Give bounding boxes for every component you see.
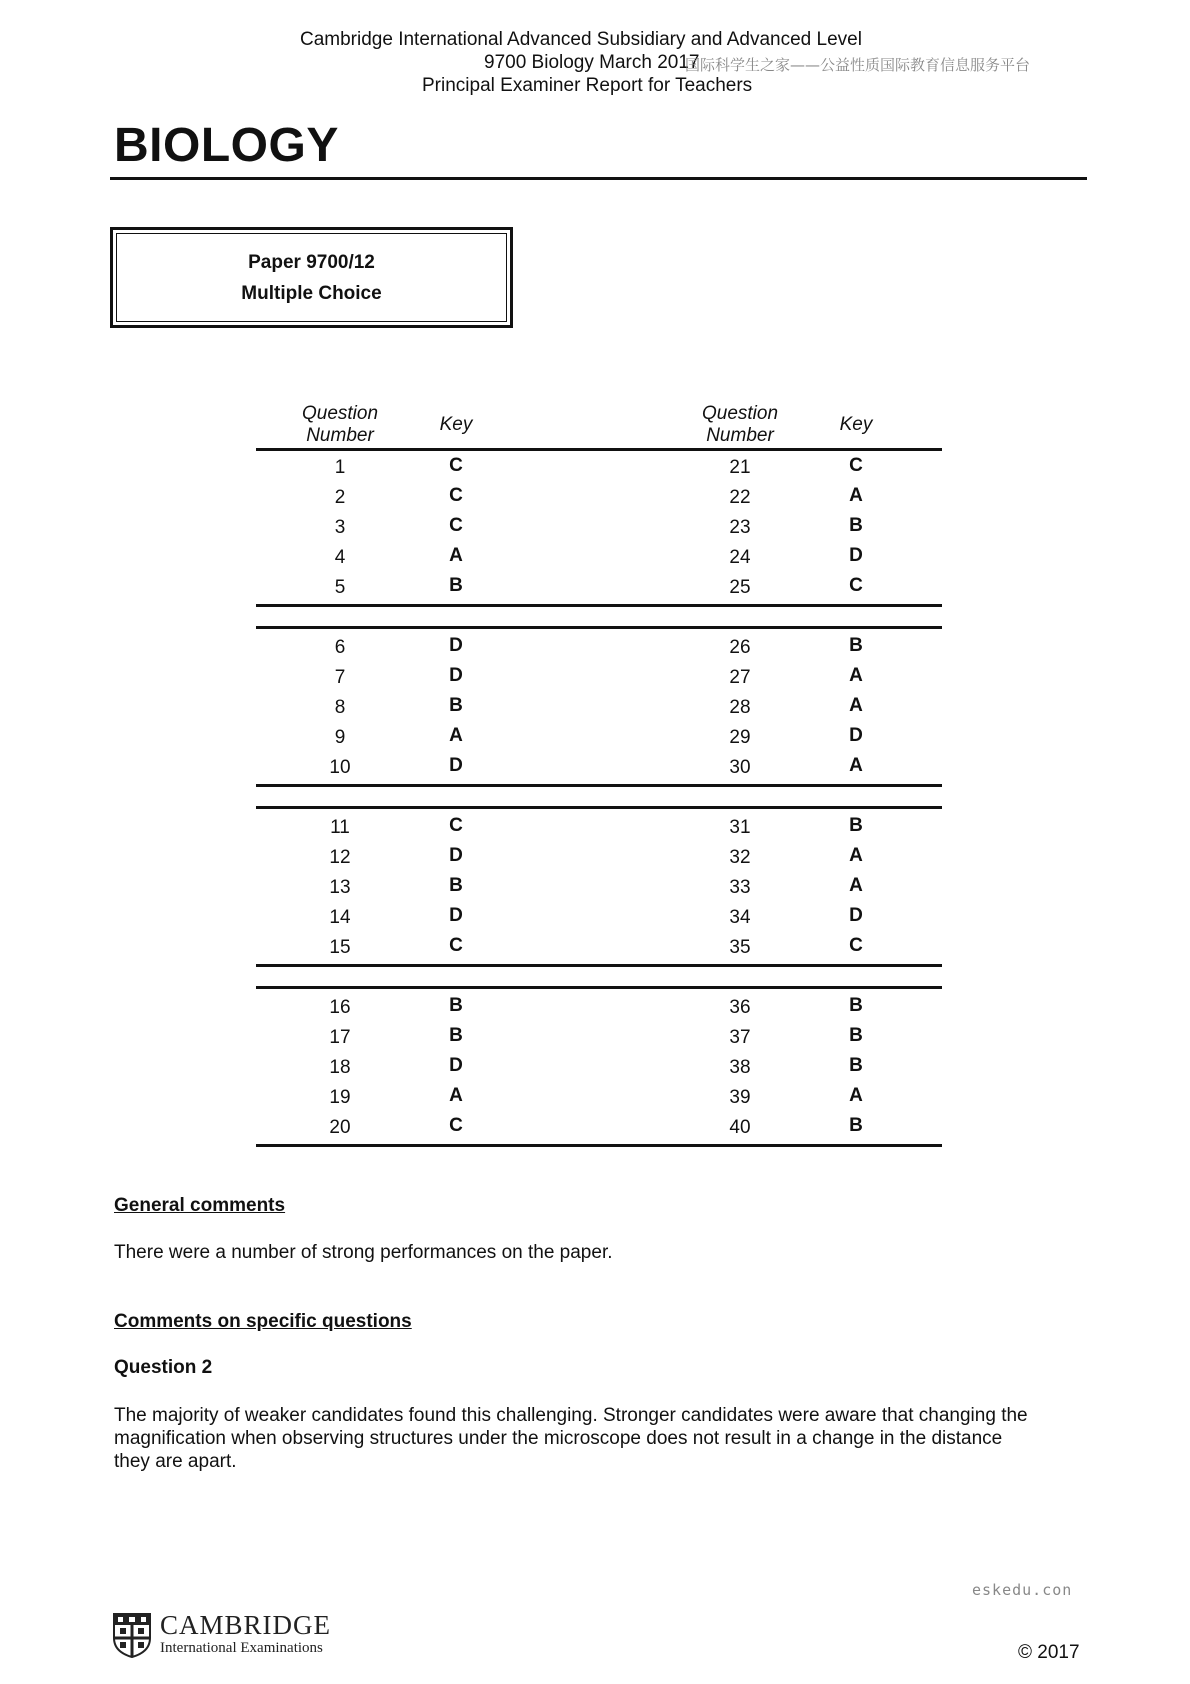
group-bottom-rule (256, 1144, 942, 1147)
question-number: 19 (329, 1087, 351, 1108)
answer-key: C (449, 815, 463, 836)
question-number: 3 (334, 517, 346, 538)
answer-key: C (449, 935, 463, 956)
question-number: 14 (329, 907, 351, 928)
question-number: 4 (334, 547, 346, 568)
header-rule (256, 448, 942, 451)
question-number: 16 (329, 997, 351, 1018)
question-number: 33 (729, 877, 751, 898)
answer-key: B (849, 1115, 863, 1136)
site-watermark: eskedu.con (972, 1581, 1073, 1599)
question-number: 40 (729, 1117, 751, 1138)
answer-key: B (849, 1055, 863, 1076)
cambridge-logo (112, 1612, 362, 1662)
answer-key: C (849, 935, 863, 956)
header-syllabus: 9700 Biology March 2017 (484, 52, 700, 73)
question-number: 15 (329, 937, 351, 958)
answer-key: A (449, 1085, 463, 1106)
title-rule (110, 177, 1087, 180)
question-number: 25 (729, 577, 751, 598)
answer-key: B (449, 575, 463, 596)
answer-key: D (449, 905, 463, 926)
paper-type: Multiple Choice (241, 283, 382, 304)
answer-key: D (849, 545, 863, 566)
answer-key: C (449, 1115, 463, 1136)
question-number: 5 (334, 577, 346, 598)
question-number: 35 (729, 937, 751, 958)
question-2-line: magnification when observing structures under the microscope does not result in a change in the distance (114, 1428, 1003, 1449)
question-number: 13 (329, 877, 351, 898)
question-number: 27 (729, 667, 751, 688)
answer-key: A (849, 845, 863, 866)
paper-info-box (110, 227, 513, 328)
answer-key: C (449, 485, 463, 506)
question-number: 39 (729, 1087, 751, 1108)
answer-key: C (449, 515, 463, 536)
header-report-type: Principal Examiner Report for Teachers (422, 75, 753, 96)
question-2-text (114, 1404, 1094, 1473)
question-number: 17 (329, 1027, 351, 1048)
group-top-rule (256, 986, 942, 989)
answer-key: B (849, 635, 863, 656)
answer-key: D (449, 845, 463, 866)
answer-key: D (849, 725, 863, 746)
question-number: 37 (729, 1027, 751, 1048)
answer-key: A (449, 545, 463, 566)
question-number: 11 (330, 817, 350, 838)
answer-key: A (849, 665, 863, 686)
question-number: 23 (729, 517, 751, 538)
chinese-watermark: 国际科学生之家——公益性质国际教育信息服务平台 (685, 56, 1031, 74)
answer-key: A (849, 485, 863, 506)
question-number: 22 (729, 487, 751, 508)
group-top-rule (256, 626, 942, 629)
question-number: 12 (329, 847, 351, 868)
question-number: 10 (329, 757, 351, 778)
answer-key: A (449, 725, 463, 746)
column-header-question-number (670, 403, 810, 447)
answer-key: C (449, 455, 463, 476)
question-number: 8 (334, 697, 346, 718)
subject-title: BIOLOGY (114, 119, 339, 172)
answer-key: B (849, 995, 863, 1016)
paper-info-inner-border (116, 233, 507, 322)
column-header-key: Key (839, 414, 873, 435)
header-line: Number (706, 425, 774, 446)
answer-key: A (849, 755, 863, 776)
question-number: 36 (729, 997, 751, 1018)
answer-key: B (449, 995, 463, 1016)
answer-key: D (849, 905, 863, 926)
group-bottom-rule (256, 964, 942, 967)
paper-number: Paper 9700/12 (248, 252, 375, 273)
copyright: © 2017 (1018, 1642, 1080, 1663)
answer-key: D (449, 755, 463, 776)
header-qualification: Cambridge International Advanced Subsidiary and Advanced Level (300, 29, 862, 50)
question-number: 6 (334, 637, 346, 658)
question-number: 32 (729, 847, 751, 868)
question-number: 20 (329, 1117, 351, 1138)
group-bottom-rule (256, 784, 942, 787)
question-number: 38 (729, 1057, 751, 1078)
general-comments-heading: General comments (114, 1195, 286, 1216)
answer-key: C (849, 575, 863, 596)
logo-subtitle: International Examinations (160, 1640, 323, 1656)
answer-key: B (449, 875, 463, 896)
question-number: 26 (729, 637, 751, 658)
answer-key: D (449, 665, 463, 686)
answer-key: B (449, 695, 463, 716)
column-header-key: Key (439, 414, 473, 435)
specific-comments-heading: Comments on specific questions (114, 1311, 412, 1332)
question-number: 24 (729, 547, 751, 568)
header-line: Question (301, 403, 379, 424)
question-number: 29 (729, 727, 751, 748)
question-number: 7 (334, 667, 346, 688)
question-number: 2 (334, 487, 346, 508)
question-2-heading: Question 2 (114, 1357, 213, 1378)
answer-key: B (849, 515, 863, 536)
question-2-line: The majority of weaker candidates found this challenging. Stronger candidates were aware that changing the (114, 1405, 1028, 1426)
cambridge-shield-icon (112, 1612, 152, 1658)
answer-key: C (849, 455, 863, 476)
question-number: 18 (329, 1057, 351, 1078)
answer-key: D (449, 1055, 463, 1076)
question-number: 28 (729, 697, 751, 718)
question-number: 30 (729, 757, 751, 778)
group-top-rule (256, 806, 942, 809)
general-comments-text: There were a number of strong performances on the paper. (114, 1242, 613, 1263)
answer-key: A (849, 875, 863, 896)
header-line: Question (701, 403, 779, 424)
answer-key: B (449, 1025, 463, 1046)
logo-name: CAMBRIDGE (160, 1610, 332, 1640)
answer-key: D (449, 635, 463, 656)
answer-key: A (849, 1085, 863, 1106)
question-number: 1 (334, 457, 346, 478)
question-number: 34 (729, 907, 751, 928)
column-header-question-number (270, 403, 410, 447)
question-number: 31 (729, 817, 751, 838)
group-bottom-rule (256, 604, 942, 607)
answer-key: A (849, 695, 863, 716)
question-number: 9 (334, 727, 346, 748)
answer-key: B (849, 1025, 863, 1046)
answer-key: B (849, 815, 863, 836)
question-2-line: they are apart. (114, 1451, 237, 1472)
question-number: 21 (729, 457, 751, 478)
header-line: Number (306, 425, 374, 446)
